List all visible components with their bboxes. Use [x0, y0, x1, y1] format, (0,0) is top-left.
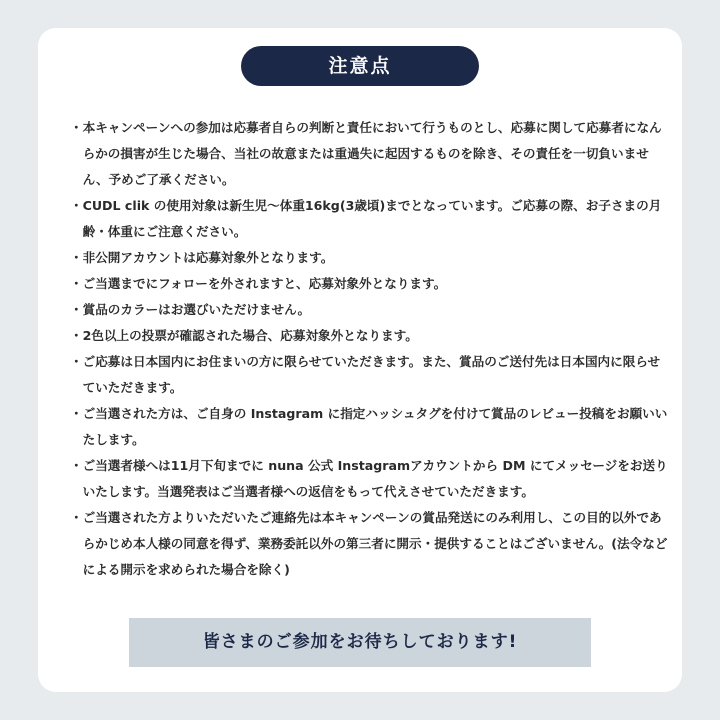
- note-item: [70, 271, 670, 297]
- note-item: [70, 115, 670, 193]
- notes-list: [70, 115, 670, 583]
- note-item: [70, 323, 670, 349]
- bullet-icon: ・: [70, 510, 83, 525]
- bullet-icon: ・: [70, 120, 83, 135]
- note-item: [70, 193, 670, 245]
- closing-message-banner: 皆さまのご参加をお待ちしております!: [129, 618, 591, 667]
- note-item: [70, 349, 670, 401]
- note-text: 非公開アカウントは応募対象外となります。: [82, 250, 334, 265]
- bullet-icon: ・: [70, 276, 83, 291]
- bullet-icon: ・: [70, 302, 83, 317]
- bullet-icon: ・: [70, 406, 83, 421]
- note-text: ご当選された方は、ご自身の Instagram に指定ハッシュタグを付けて賞品のレビュー投稿をお願いいたします。: [82, 406, 668, 447]
- note-text: ご当選者様へは11月下旬までに nuna 公式 Instagramアカウントから DM にてメッセージをお送りいたします。当選発表はご当選者様への返信をもって代えさせていただきます。: [82, 458, 668, 499]
- notice-title: 注意点: [241, 46, 479, 86]
- note-item: [70, 505, 670, 583]
- note-text: CUDL clik の使用対象は新生児〜体重16kg(3歳頃)までとなっています。ご応募の際、お子さまの月齢・体重にご注意ください。: [82, 198, 662, 239]
- note-item: [70, 401, 670, 453]
- note-text: 賞品のカラーはお選びいただけません。: [82, 302, 311, 317]
- note-text: ご応募は日本国内にお住まいの方に限らせていただきます。また、賞品のご送付先は日本国内に限らせていただきます。: [82, 354, 661, 395]
- bullet-icon: ・: [70, 250, 83, 265]
- notice-card: [38, 28, 682, 692]
- bullet-icon: ・: [70, 328, 83, 343]
- bullet-icon: ・: [70, 198, 83, 213]
- note-text: 2色以上の投票が確認された場合、応募対象外となります。: [82, 328, 418, 343]
- note-text: ご当選までにフォローを外されますと、応募対象外となります。: [82, 276, 447, 291]
- note-item: [70, 245, 670, 271]
- note-item: [70, 297, 670, 323]
- note-text: ご当選された方よりいただいたご連絡先は本キャンペーンの賞品発送にのみ利用し、この目的以外であらかじめ本人様の同意を得ず、業務委託以外の第三者に開示・提供することはございません。(法令などによる開示を求められた場合を除く): [82, 510, 668, 577]
- note-item: [70, 453, 670, 505]
- bullet-icon: ・: [70, 354, 83, 369]
- bullet-icon: ・: [70, 458, 83, 473]
- note-text: 本キャンペーンへの参加は応募者自らの判断と責任において行うものとし、応募に関して応募者になんらかの損害が生じた場合、当社の故意または重過失に起因するものを除き、その責任を一切負いません、予めご了承ください。: [82, 120, 662, 187]
